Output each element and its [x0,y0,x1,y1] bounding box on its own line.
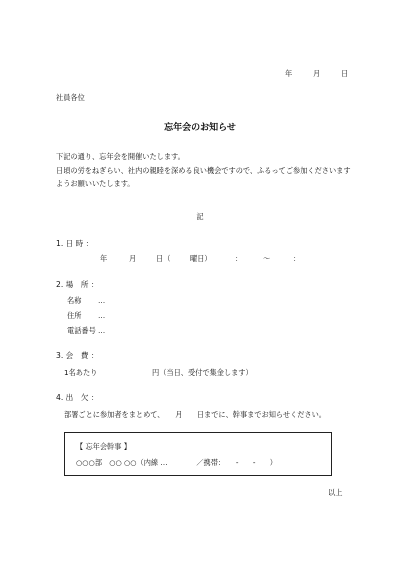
intro-line-2: 日頃の労をねぎらい、社内の親睦を深める良い機会ですので、ふるってご参加くださいます [56,166,351,175]
section-datetime-heading: 1. 日 時 ： [56,239,94,248]
fee-amount-note: 円（当日、受付で集金します） [152,368,253,377]
attendance-instruction: 部署ごとに参加者をまとめて、 月 日までに、幹事までお知らせください。 [64,410,326,419]
place-phone-value: … [98,326,106,335]
section-fee-heading: 3. 会 費 ： [56,351,99,360]
contact-line: ○○○部 ○○ ○○（内線 … ／携帯： - - ） [76,458,277,467]
closing: 以上 [328,488,343,497]
fee-per-person: 1名あたり [64,368,98,377]
datetime-year: 年 [100,254,108,263]
place-phone-label: 電話番号 [67,326,96,335]
document-title: 忘年会のお知らせ [164,123,236,133]
intro-line-3: ようお願いいたします。 [56,179,135,188]
section-attendance-heading: 4. 出 欠 ： [56,393,99,402]
document-date [285,70,348,77]
place-name-label: 名称 [67,296,82,305]
recipient: 社員各位 [56,93,85,102]
section-place-heading: 2. 場 所 ： [56,280,99,289]
datetime-day: 日（ [156,254,171,263]
place-address-value: … [98,311,106,320]
datetime-colon-end: ： [293,254,301,263]
ki-marker: 記 [196,212,204,221]
fee-row [64,369,253,376]
datetime-row [100,255,300,262]
contact-box [64,432,332,476]
contact-title: 【 忘年会幹事 】 [76,442,131,451]
datetime-colon-start: ： [235,254,243,263]
place-name-value: … [98,296,106,305]
date-year: 年 [285,69,293,78]
datetime-month: 月 [129,254,137,263]
date-day: 日 [341,69,349,78]
datetime-tilde: ～ [263,254,271,263]
place-address-label: 住所 [67,311,82,320]
intro-line-1: 下記の通り、忘年会を開催いたします。 [56,152,185,161]
datetime-weekday: 曜日） [190,254,212,263]
date-month: 月 [313,69,321,78]
